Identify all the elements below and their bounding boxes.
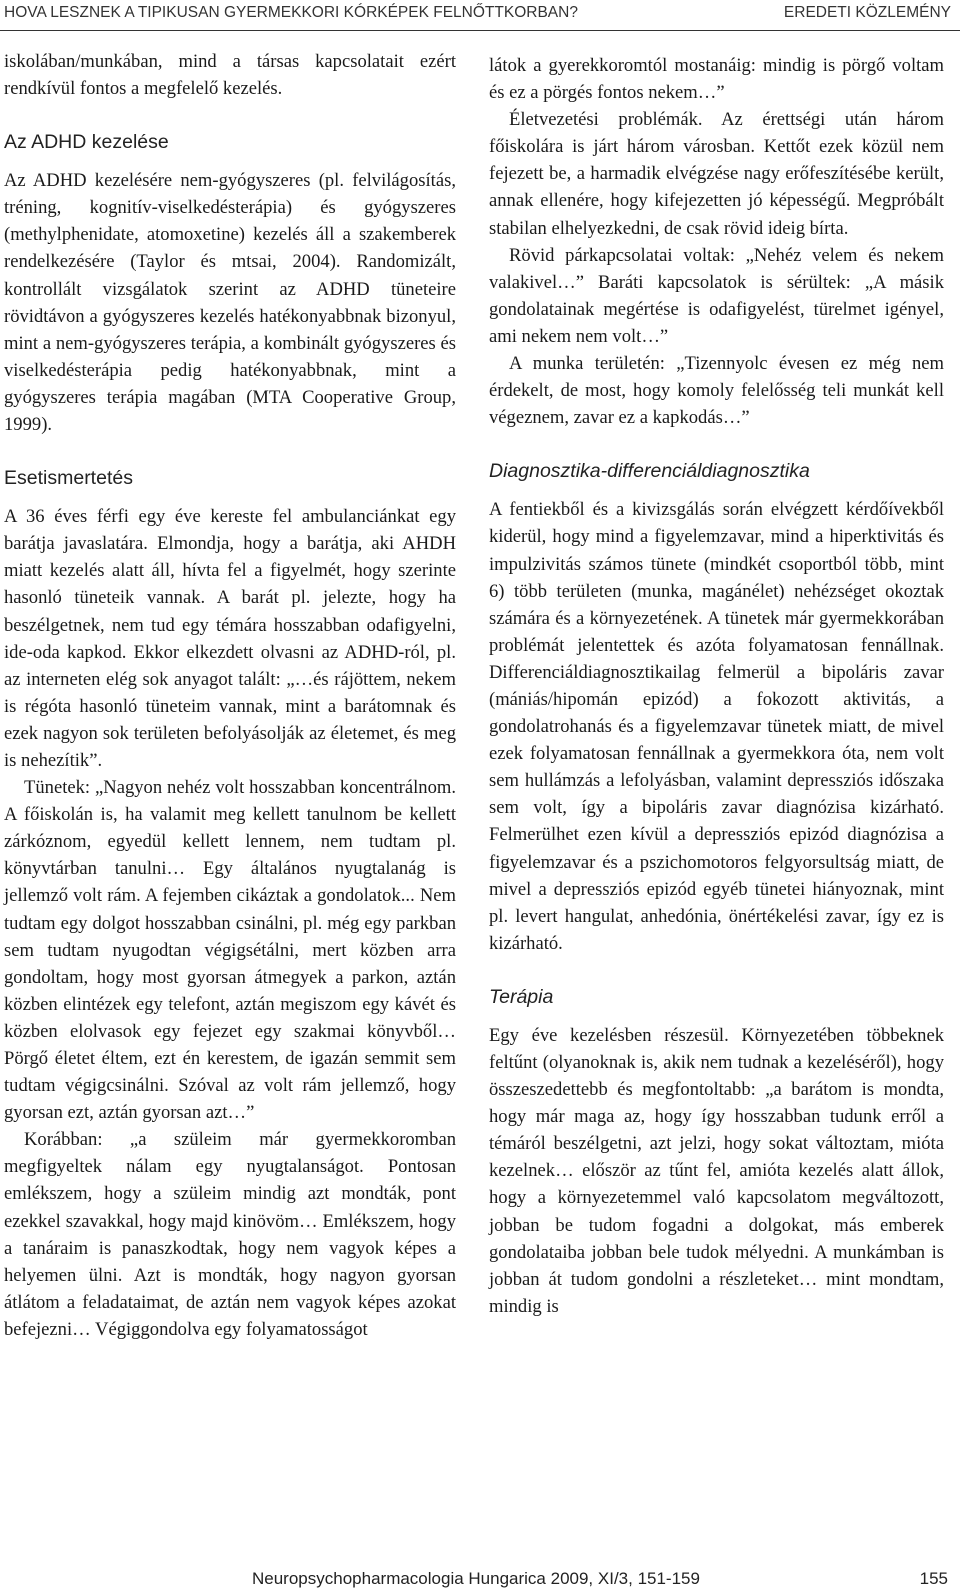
running-title: HOVA LESZNEK A TIPIKUSAN GYERMEKKORI KÓRKÉPEK FELNŐTTKORBAN? bbox=[4, 4, 578, 21]
intro-text: iskolában/munkában, mind a társas kapcsolatait ezért rendkívül fontos a megfelelő kezelés. bbox=[4, 51, 456, 100]
article-type: EREDETI KÖZLEMÉNY bbox=[783, 4, 951, 21]
journal-citation: Neuropsychopharmacologia Hungarica 2009, XI/3, 151-159 bbox=[252, 1569, 700, 1588]
section-heading-adhd-treatment: Az ADHD kezelése bbox=[4, 131, 169, 154]
adhd-treatment-paragraph: Az ADHD kezelésére nem-gyógyszeres (pl. felvilágosítás, tréning, kognitív-viselkedésterápia) és gyógyszeres (methylphenidate, atomoxetine) kezelés áll a szakemberek rendelkezésére (Taylor és mtsai, 2004). Randomizált, kontrollált vizsgálatok szerint az ADHD tüneteire rövidtávon a gyógyszeres kezelés hatékonyabbnak bizonyul, mint a nem-gyógyszeres terápia, a kombinált gyógyszeres és viselkedésterápia pedig hatékonyabbnak, mint a gyógyszeres terápia magában (MTA Cooperative Group, 1999). bbox=[4, 170, 456, 436]
page-number: 155 bbox=[919, 1569, 948, 1588]
left-column bbox=[4, 48, 456, 1343]
work-paragraph: A munka területén: „Tizennyolc évesen ez még nem érdekelt, de most, hogy komoly felelősség teli munkát kell végeznem, zavar ez a kapkodás…” bbox=[489, 353, 944, 429]
running-header bbox=[0, 0, 960, 31]
continuation-text: látok a gyerekkoromtól mostanáig: mindig is pörgő voltam és ez a pörgés fontos nekem…” bbox=[489, 55, 944, 104]
section-heading-case-report: Esetismertetés bbox=[4, 467, 133, 490]
case-paragraph-1: A 36 éves férfi egy éve kereste fel ambulanciánkat egy barátja javaslatára. Elmondja, hogy a barátja, aki AHDH miatt kezelés alatt áll, hívta fel a figyelmét, hogy szerinte hasonló tüneteik vannak. A barát pl. jelezte, hogy ha beszélgetnek, nem tud egy témára hosszabban odafigyelni, ide-oda kapkod. Ekkor elkezdett olvasni az ADHD-ról, pl. az interneten elég sok anyagot talált: „…és rájöttem, nekem is régóta hasonló tüneteim vannak, mint a barátomnak és ezek nagyon sok területen befolyásolják az életemet, és meg is nehezítik”. bbox=[4, 506, 456, 771]
therapy-paragraph: Egy éve kezelésben részesül. Környezetében többeknek feltűnt (olyanoknak is, akik nem tudnak a kezeléséről), hogy összeszedettebb és megfontoltabb: „a barátom is mondta, hogy már maga az, hogy így hosszabban tudunk erről a témáról beszélgetni, azt jelzi, hogy sokat változtam, mióta kezelnek… először az tűnt fel, amióta kezelés alatt állok, hogy a környezetemmel való kapcsolatom megváltozott, jobban be tudom fogadni a dolgokat, más emberek gondolataiba jobban bele tudok mélyedni. A munkámban is jobban át tudom gondolni a részleteket… mint mondtam, mindig is bbox=[489, 1024, 944, 1317]
case-paragraph-2: Tünetek: „Nagyon nehéz volt hosszabban koncentrálnom. A főiskolán is, ha valamit meg kellett tanulnom be kellett zárkóznom, egyedül kellett lennem, nem tudtam pl. könyvtárban tanulni… Egy általános nyugtalanág is jellemző volt rám. A fejemben cikáztak a gondolatok... Nem tudtam egy dolgot hosszabban csinálni, pl. még egy parkban sem tudtam nyugodtan végigsétálni, mert közben arra gondoltam, hogy most gyorsan átmegyek a parkon, aztán közben elintézek egy telefont, aztán megiszom egy kávét és közben elolvasok egy fejezet egy szakmai könyvből… Pörgő életet éltem, ezt én kerestem, de igazán semmit sem tudtam végigcsinálni. Szóval az volt rám jellemző, hogy gyorsan ezt, aztán gyorsan azt…” bbox=[4, 777, 456, 1124]
case-paragraph-3: Korábban: „a szüleim már gyermekkoromban megfigyeltek nálam egy nyugtalanságot. Pontosan emlékszem, hogy a szüleim mindig azt mondták, pont ezekkel szavakkal, hogy majd kinövöm… Emlékszem, hogy a tanáraim is panaszkodtak, hogy nem vagyok képes a helyemen ülni. Azt is mondták, hogy nagyon gyorsan átlátom a feladataimat, de aztán nem vagyok képes azokat befejezni… Végiggondolva egy folyamatosságot bbox=[4, 1129, 456, 1340]
section-heading-diagnostics: Diagnosztika-differenciáldiagnosztika bbox=[489, 460, 810, 483]
right-column bbox=[489, 52, 944, 1320]
relationships-paragraph: Rövid párkapcsolatai voltak: „Nehéz velem és nekem valakivel…” Baráti kapcsolatok is sérültek: „A másik gondolatainak megértése is odafigyelést, türelmet igényel, ami nekem nem volt…” bbox=[489, 244, 944, 347]
diagnostics-paragraph: A fentiekből és a kivizsgálás során elvégzett kérdőívekből kiderül, hogy mind a figyelemzavar, mind a hiperktivitás és impulzivitás számos tünete (mindkét csoportból több, mint 6) több területen (munka, magánélet) nehézséget okoztak számára és a környezetének. A tünetek már gyermekkorában problémát jelentettek és azóta folyamatosan fennállnak. Differenciáldiagnosztikailag felmerül a bipoláris zavar (mániás/hipomán epizód) a fokozott aktivitás, a gondolatrohanás és a figyelemzavar tünetek miatt, de mivel ezek folyamatosan fennállnak a gyermekkora óta, nem volt sem hullámzás a lefolyásban, valamint depressziós időszaka sem volt, így a bipoláris zavar diagnózisa kizárható. Felmerülhet ezen kívül a depressziós epizód diagnózisa a figyelemzavar és a pszichomotoros felgyorsultság miatt, de mivel a depressziós epizód egyéb tünetei hiányoznak, mint pl. levert hangulat, anhedónia, önértékelési zavar, így ez is kizárható. bbox=[489, 499, 944, 954]
page-footer bbox=[0, 1563, 960, 1595]
section-heading-therapy: Terápia bbox=[489, 985, 554, 1008]
life-problems-paragraph: Életvezetési problémák. Az érettségi után három főiskolára is járt három városban. Kettőt ezek közül nem fejezett be, a harmadik elvégzése nagy erőfeszítésébe került, annak ellenére, hogy kifejezetten jó képességű. Megpróbált stabilan elhelyezkedni, de csak rövid ideig bírta. bbox=[489, 109, 944, 239]
